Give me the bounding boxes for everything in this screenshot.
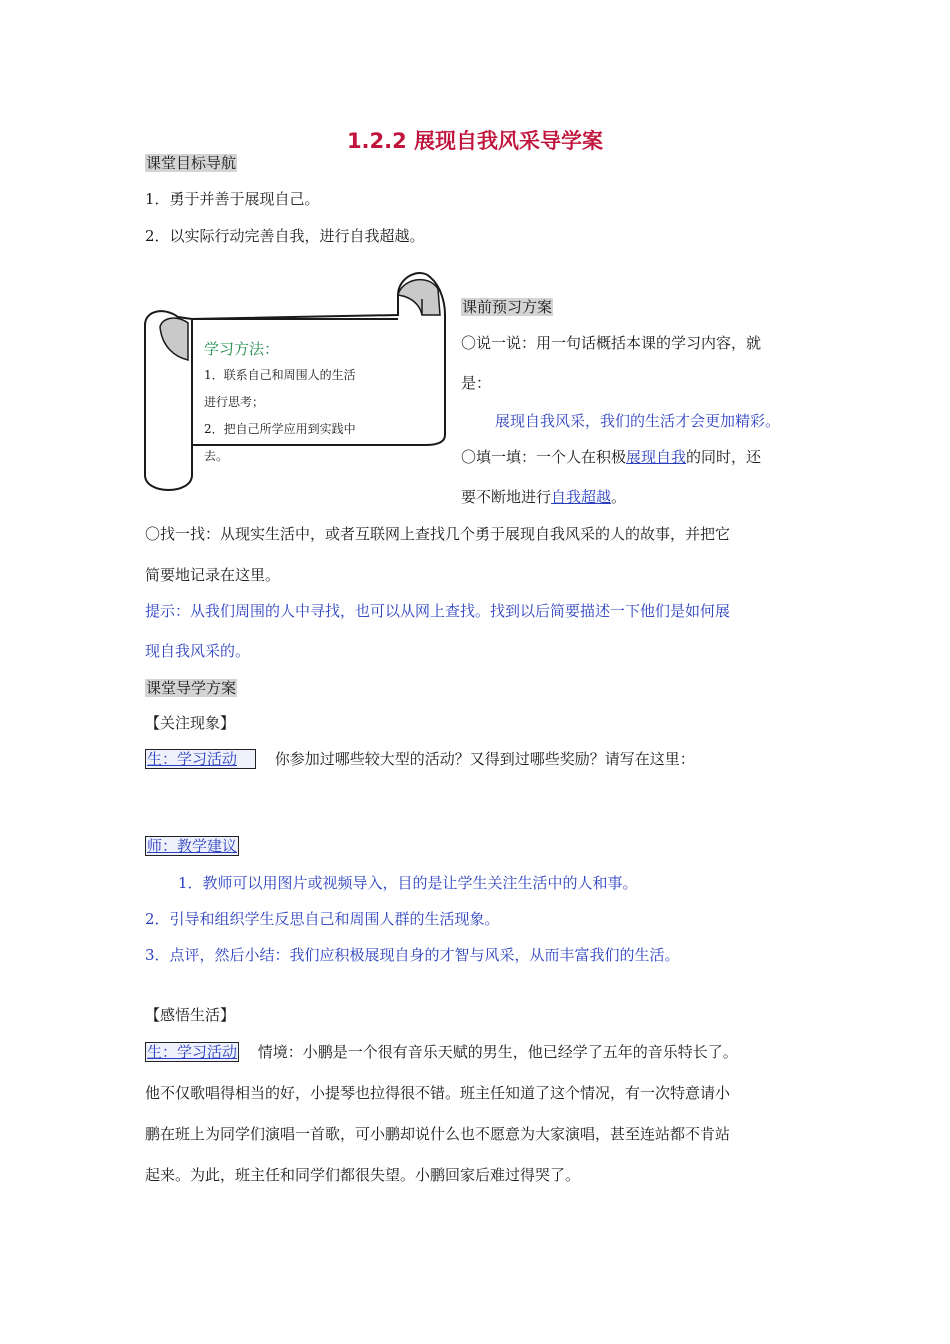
scroll-heading: 学习方法： xyxy=(204,340,280,358)
scroll-line-2: 进行思考； xyxy=(204,395,265,409)
fill-answer-2: 自我超越 xyxy=(551,488,612,506)
teacher-item-2: 2．引导和组织学生反思自己和周围人群的生活现象。 xyxy=(145,910,500,928)
teacher-suggestion-row xyxy=(145,835,239,856)
scenario-line-2: 他不仅歌唱得相当的好，小提琴也拉得很不错。班主任知道了这个情况，有一次特意请小 xyxy=(145,1084,731,1102)
student-activity-label-2: 生：学习活动 xyxy=(147,1043,238,1061)
goals-heading: 课堂目标导航 xyxy=(146,154,237,172)
life-heading: 【感悟生活】 xyxy=(145,1006,236,1024)
fill-answer-1: 展现自我 xyxy=(626,448,687,466)
scroll-line-4: 去。 xyxy=(204,449,229,463)
preview-heading: 课前预习方案 xyxy=(462,298,553,316)
student-activity-row-2 xyxy=(145,1041,738,1062)
say-line-2: 是： xyxy=(461,374,492,392)
teacher-item-3: 3．点评，然后小结：我们应积极展现自身的才智与风采，从而丰富我们的生活。 xyxy=(145,946,680,964)
student-activity-row-1 xyxy=(145,748,695,769)
hint-line-1: 提示：从我们周围的人中寻找，也可以从网上查找。找到以后简要描述一下他们是如何展 xyxy=(145,602,731,620)
focus-heading: 【关注现象】 xyxy=(145,714,236,732)
scroll-line-1: 1．联系自己和周围人的生活 xyxy=(204,368,356,382)
say-line-1: 〇说一说：用一句话概括本课的学习内容，就 xyxy=(461,334,762,352)
goal-item-1: 1．勇于并善于展现自己。 xyxy=(145,190,320,208)
scenario-line-1: 情境：小鹏是一个很有音乐天赋的男生，他已经学了五年的音乐特长了。 xyxy=(257,1043,738,1061)
teacher-item-1: 1．教师可以用图片或视频导入，目的是让学生关注生活中的人和事。 xyxy=(178,874,638,892)
student-question: 你参加过哪些较大型的活动？又得到过哪些奖励？请写在这里： xyxy=(274,750,695,768)
say-answer: 展现自我风采，我们的生活才会更加精彩。 xyxy=(495,412,781,430)
fill-line-2: 要不断地进行自我超越。 xyxy=(461,488,627,506)
find-line-2: 简要地记录在这里。 xyxy=(145,566,281,584)
scroll-line-3: 2．把自己所学应用到实践中 xyxy=(204,422,356,436)
teacher-suggestion-label: 师：教学建议 xyxy=(147,837,238,855)
student-activity-label: 生：学习活动 xyxy=(145,749,256,769)
find-line-1: 〇找一找：从现实生活中，或者互联网上查找几个勇于展现自我风采的人的故事，并把它 xyxy=(145,525,731,543)
guide-heading: 课堂导学方案 xyxy=(146,679,237,697)
goal-item-2: 2．以实际行动完善自我，进行自我超越。 xyxy=(145,227,425,245)
fill-line-1: 〇填一填：一个人在积极展现自我的同时，还 xyxy=(461,448,762,466)
scenario-line-4: 起来。为此，班主任和同学们都很失望。小鹏回家后难过得哭了。 xyxy=(145,1166,581,1184)
hint-line-2: 现自我风采的。 xyxy=(145,642,251,660)
scenario-line-3: 鹏在班上为同学们演唱一首歌，可小鹏却说什么也不愿意为大家演唱，甚至连站都不肯站 xyxy=(145,1125,731,1143)
document-title: 1.2.2 展现自我风采导学案 xyxy=(346,129,604,153)
